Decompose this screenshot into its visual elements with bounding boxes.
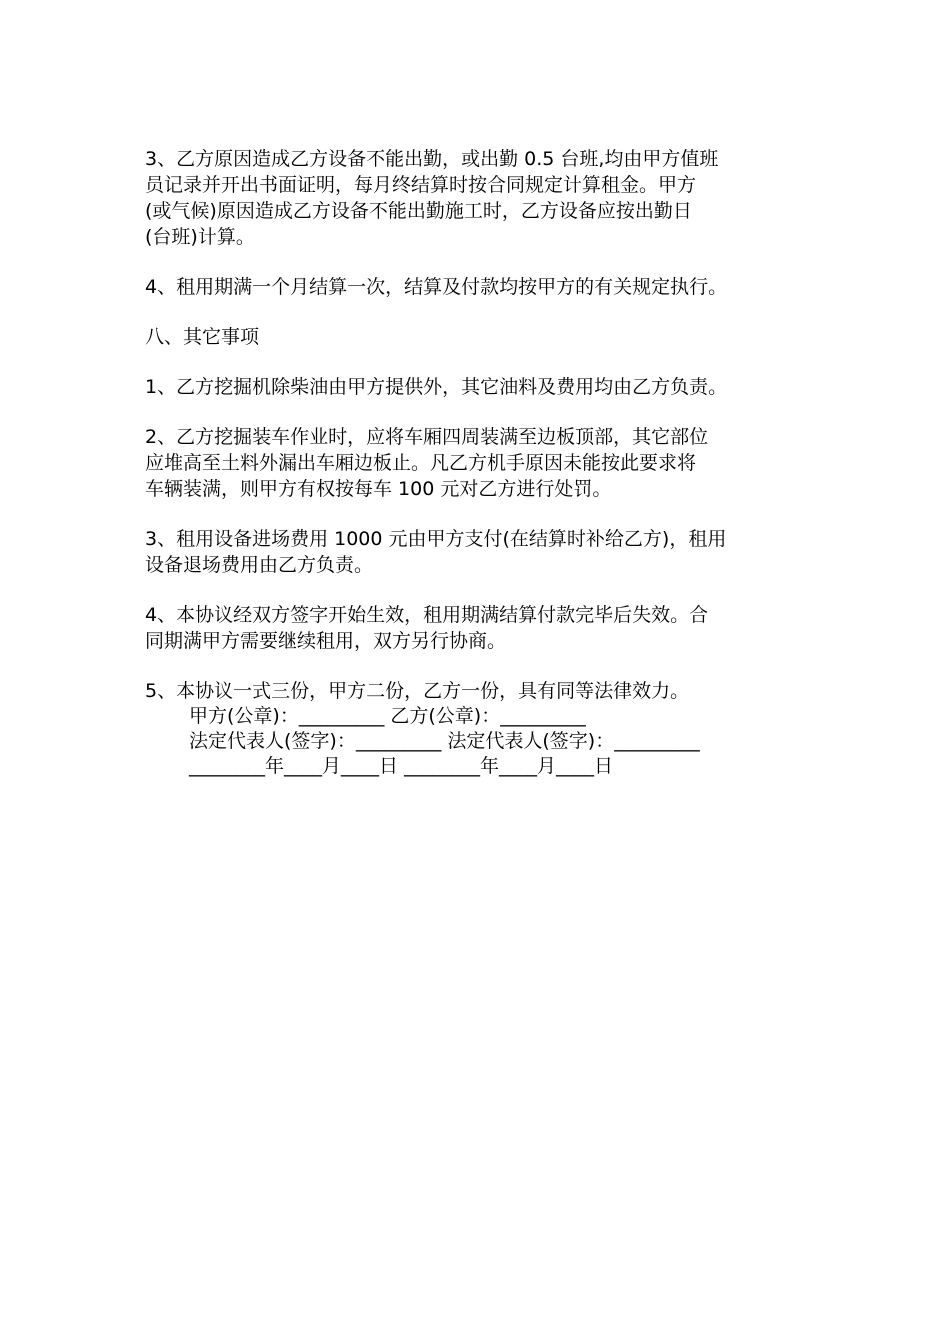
paragraph-other-4-validity	[145, 602, 825, 654]
text-line: 八、其它事项	[145, 326, 260, 348]
paragraph-other-3-entry-fee	[145, 526, 825, 578]
representative-line: 法定代表人(签字)：_________ 法定代表人(签字)：_________	[189, 730, 700, 752]
text-line: 1、乙方挖掘机除柴油由甲方提供外，其它油料及费用均由乙方负责。	[145, 376, 728, 398]
document-body	[145, 146, 825, 779]
text-line: 4、租用期满一个月结算一次，结算及付款均按甲方的有关规定执行。	[145, 276, 728, 298]
text-line: 4、本协议经双方签字开始生效，租用期满结算付款完毕后失效。合	[145, 604, 709, 626]
text-line: 5、本协议一式三份，甲方二份，乙方一份，具有同等法律效力。	[145, 680, 690, 702]
paragraph-other-2-loading	[145, 424, 825, 502]
paragraph-other-1-fuel	[145, 374, 825, 400]
text-line: (或气候)原因造成乙方设备不能出勤施工时，乙方设备应按出勤日	[145, 200, 692, 222]
paragraph-other-5-copies	[145, 678, 825, 704]
text-line: 2、乙方挖掘装车作业时，应将车厢四周装满至边板顶部，其它部位	[145, 426, 709, 448]
text-line: 员记录并开出书面证明，每月终结算时按合同规定计算租金。甲方	[145, 174, 697, 196]
text-line: 3、租用设备进场费用 1000 元由甲方支付(在结算时补给乙方)，租用	[145, 528, 727, 550]
seal-line: 甲方(公章)：_________ 乙方(公章)：_________	[189, 705, 586, 727]
text-line: 应堆高至土料外漏出车厢边板止。凡乙方机手原因未能按此要求将	[145, 452, 697, 474]
paragraph-clause-3-rent	[145, 146, 825, 250]
date-line: ________年____月____日 ________年____月____日	[189, 755, 614, 777]
section-heading-other-matters	[145, 324, 825, 350]
text-line: 设备退场费用由乙方负责。	[145, 554, 374, 576]
signature-block	[145, 704, 825, 779]
text-line: 车辆装满，则甲方有权按每车 100 元对乙方进行处罚。	[145, 478, 612, 500]
paragraph-clause-4-settlement	[145, 274, 825, 300]
text-line: 3、乙方原因造成乙方设备不能出勤，或出勤 0.5 台班,均由甲方值班	[145, 148, 719, 170]
text-line: 同期满甲方需要继续租用，双方另行协商。	[145, 630, 507, 652]
text-line: (台班)计算。	[145, 226, 255, 248]
